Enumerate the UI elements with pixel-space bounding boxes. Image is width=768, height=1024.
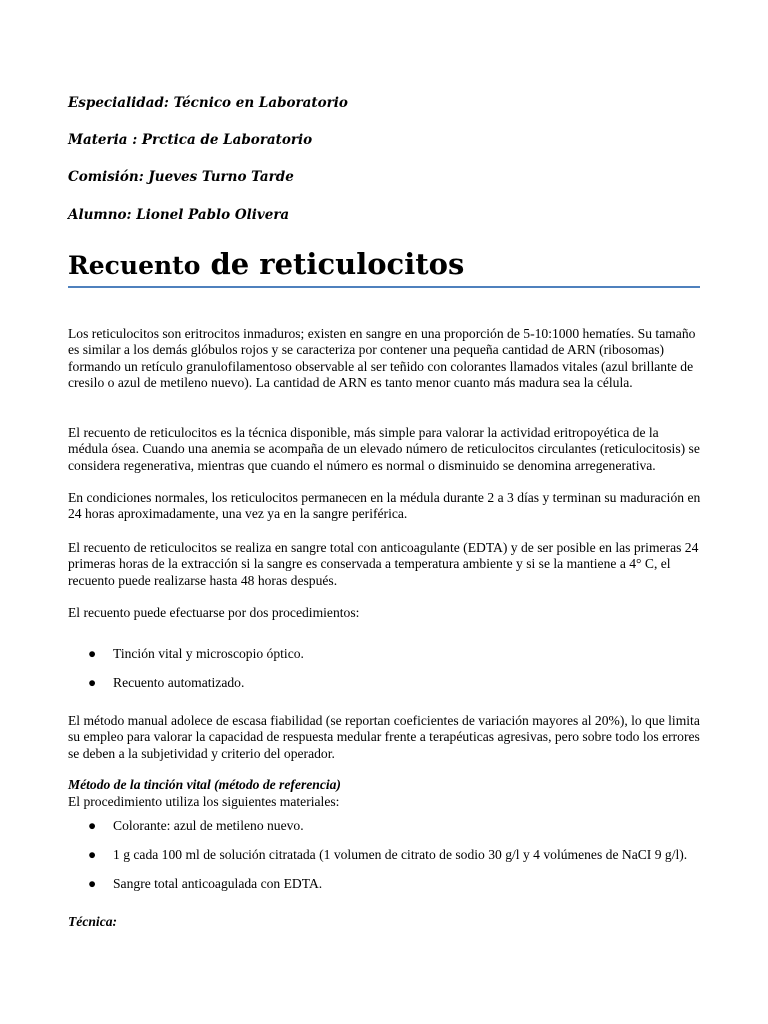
specialty-line: Especialidad: Técnico en Laboratorio — [68, 95, 348, 111]
paragraph-intro: Los reticulocitos son eritrocitos inmaduros; existen en sangre en una proporción de 5-10:1000 hematíes. Su tamaño es similar a los demás glóbulos rojos y se caracteriza por contener una pequeña cantidad de ARN (ribosomas) formando un retículo granulofilamentoso observable al ser teñido con colorantes llamados vitales (azul brillante de cresilo o azul de metileno nuevo). La cantidad de ARN es tanto menor cuanto más madura sea la célula. — [68, 326, 696, 391]
paragraph-sample: El recuento de reticulocitos se realiza en sangre total con anticoagulante (EDTA) y de ser posible en las primeras 24 primeras horas de la extracción si la sangre es conservada a temperatura ambiente y si se la mantiene a 4° C, el recuento puede realizarse hasta 48 horas después. — [68, 540, 699, 588]
subject-line: Materia : Prctica de Laboratorio — [68, 132, 313, 148]
list-item-text: Tinción vital y microscopio óptico. — [113, 646, 304, 661]
commission-line: Comisión: Jueves Turno Tarde — [68, 169, 294, 185]
title-underline — [68, 286, 700, 288]
method-intro: El procedimiento utiliza los siguientes materiales: — [68, 794, 340, 809]
bullet-icon: ● — [88, 646, 97, 661]
bullet-icon: ● — [88, 876, 97, 891]
title-part-2: de reticulocitos — [200, 247, 465, 281]
bullet-icon: ● — [88, 675, 97, 690]
method-heading: Método de la tinción vital (método de referencia) — [68, 777, 341, 792]
paragraph-procedures-intro: El recuento puede efectuarse por dos procedimientos: — [68, 605, 360, 620]
paragraph-normal-conditions: En condiciones normales, los reticulocitos permanecen en la médula durante 2 a 3 días y terminan su maduración en 24 horas aproximadamente, una vez ya en la sangre periférica. — [68, 490, 701, 522]
list-item-text: Recuento automatizado. — [113, 675, 245, 690]
student-line: Alumno: Lionel Pablo Olivera — [68, 207, 290, 223]
bullet-icon: ● — [88, 818, 97, 833]
paragraph-count-technique: El recuento de reticulocitos es la técnica disponible, más simple para valorar la actividad eritropoyética de la médula ósea. Cuando una anemia se acompaña de un elevado número de reticulocitos circulantes (reticulocitosis) se considera regenerativa, mientras que cuando el número es normal o disminuido se denomina arregenerativa. — [68, 425, 700, 473]
paragraph-manual-method: El método manual adolece de escasa fiabilidad (se reportan coeficientes de variación mayores al 20%), lo que limita su empleo para valorar la capacidad de respuesta medular frente a terapéuticas agresivas, pero sobre todo los errores se deben a la subjetividad y criterio del operador. — [68, 713, 700, 761]
bullet-icon: ● — [88, 847, 97, 862]
document-title — [68, 244, 464, 286]
list-item-text: Colorante: azul de metileno nuevo. — [113, 818, 304, 833]
list-item-text: Sangre total anticoagulada con EDTA. — [113, 876, 323, 891]
list-item-text: 1 g cada 100 ml de solución citratada (1 volumen de citrato de sodio 30 g/l y 4 volúmenes de NaCI 9 g/l). — [113, 847, 688, 862]
technique-heading: Técnica: — [68, 914, 118, 929]
title-part-1: Recuento — [68, 251, 201, 280]
